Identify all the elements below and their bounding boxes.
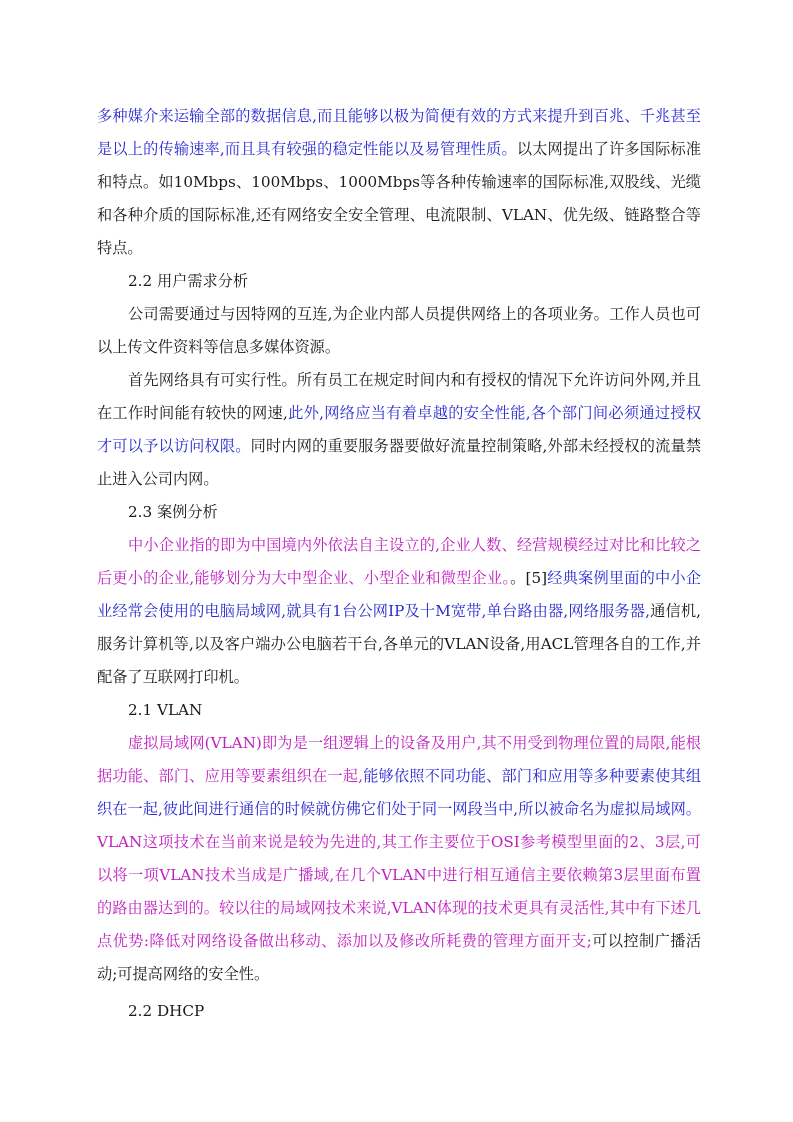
paragraph-security (97, 364, 701, 496)
paragraph-case-analysis (97, 529, 701, 694)
paragraph-vlan (97, 727, 701, 991)
text-run: VLAN这项技术在当前来说是较为先进的,其工作主要位于OSI参考模型里面的2、3层,可以将一项VLAN技术当成是广播域,在几个VLAN中进行相互通信主要依赖第3层里面布置的路由器达到的。较以往的局域网技术来说,VLAN体现的技术更具有灵活性,其中有下述几点优势:降低对网络设备做出移动、添加以及修改所耗费的管理方面开支; (97, 833, 701, 950)
text-run: 中小企业指的即为中国境内外依法自主设立的,企业人数、经营规模经过对比和比较之后更小的企业,能够划分为大中型企业、小型企业和微型企业。 (97, 536, 701, 587)
text-run: 通信机,服务计算机等,以及客户端办公电脑若干台,各单元的VLAN设备,用ACL管理各自的工作,并配备了互联网打印机。 (97, 602, 701, 686)
section-heading: 2.2 DHCP (128, 1002, 205, 1020)
text-run: 经典案例里面的中小企业经常会使用的电脑局域网,就具有1台公网IP及十M宽带,单台路由器,网络服务器, (97, 569, 702, 620)
section-heading: 2.3 案例分析 (128, 503, 218, 521)
text-run: 此外,网络应当有着卓越的安全性能,各个部门间必须通过授权才可以予以访问权限。 (97, 404, 702, 455)
text-run: 虚拟局域网(VLAN)即为是一组逻辑上的设备及用户,其不用受到物理位置的局限,能根据功能、部门、应用等要素组织在一起, (97, 734, 701, 785)
text-run: 多种媒介来运输全部的数据信息,而且能够以极为简便有效的方式来提升到百兆、千兆甚至是以上的传输速率,而且具有较强的稳定性能以及易管理性质。 (97, 107, 701, 158)
text-run: 能够依照不同功能、部门和应用等多种要素使其组织在一起,彼此间进行通信的时候就仿佛它们处于同一网段当中,所以被命名为虚拟局域网。 (97, 767, 702, 818)
document-body (97, 100, 701, 1028)
text-run: 。[5] (510, 569, 548, 587)
text-run: 公司需要通过与因特网的互连,为企业内部人员提供网络上的各项业务。工作人员也可以上传文件资料等信息多媒体资源。 (97, 305, 701, 356)
text-run: 以太网提出了许多国际标准和特点。如10Mbps、100Mbps、1000Mbps等各种传输速率的国际标准,双股线、光缆和各种介质的国际标准,还有网络安全安全管理、电流限制、VLAN、优先级、链路整合等特点。 (97, 140, 702, 257)
paragraph-requirements (97, 298, 701, 364)
paragraph-ethernet (97, 100, 701, 265)
text-run: 可以控制广播活动;可提高网络的安全性。 (97, 932, 702, 983)
text-run: 首先网络具有可实行性。所有员工在规定时间内和有授权的情况下允许访问外网,并且在工作时间能有较快的网速, (97, 371, 701, 422)
section-heading: 2.1 VLAN (128, 701, 203, 719)
text-run: 同时内网的重要服务器要做好流量控制策略,外部未经授权的流量禁止进入公司内网。 (97, 437, 702, 488)
section-heading: 2.2 用户需求分析 (128, 272, 249, 290)
